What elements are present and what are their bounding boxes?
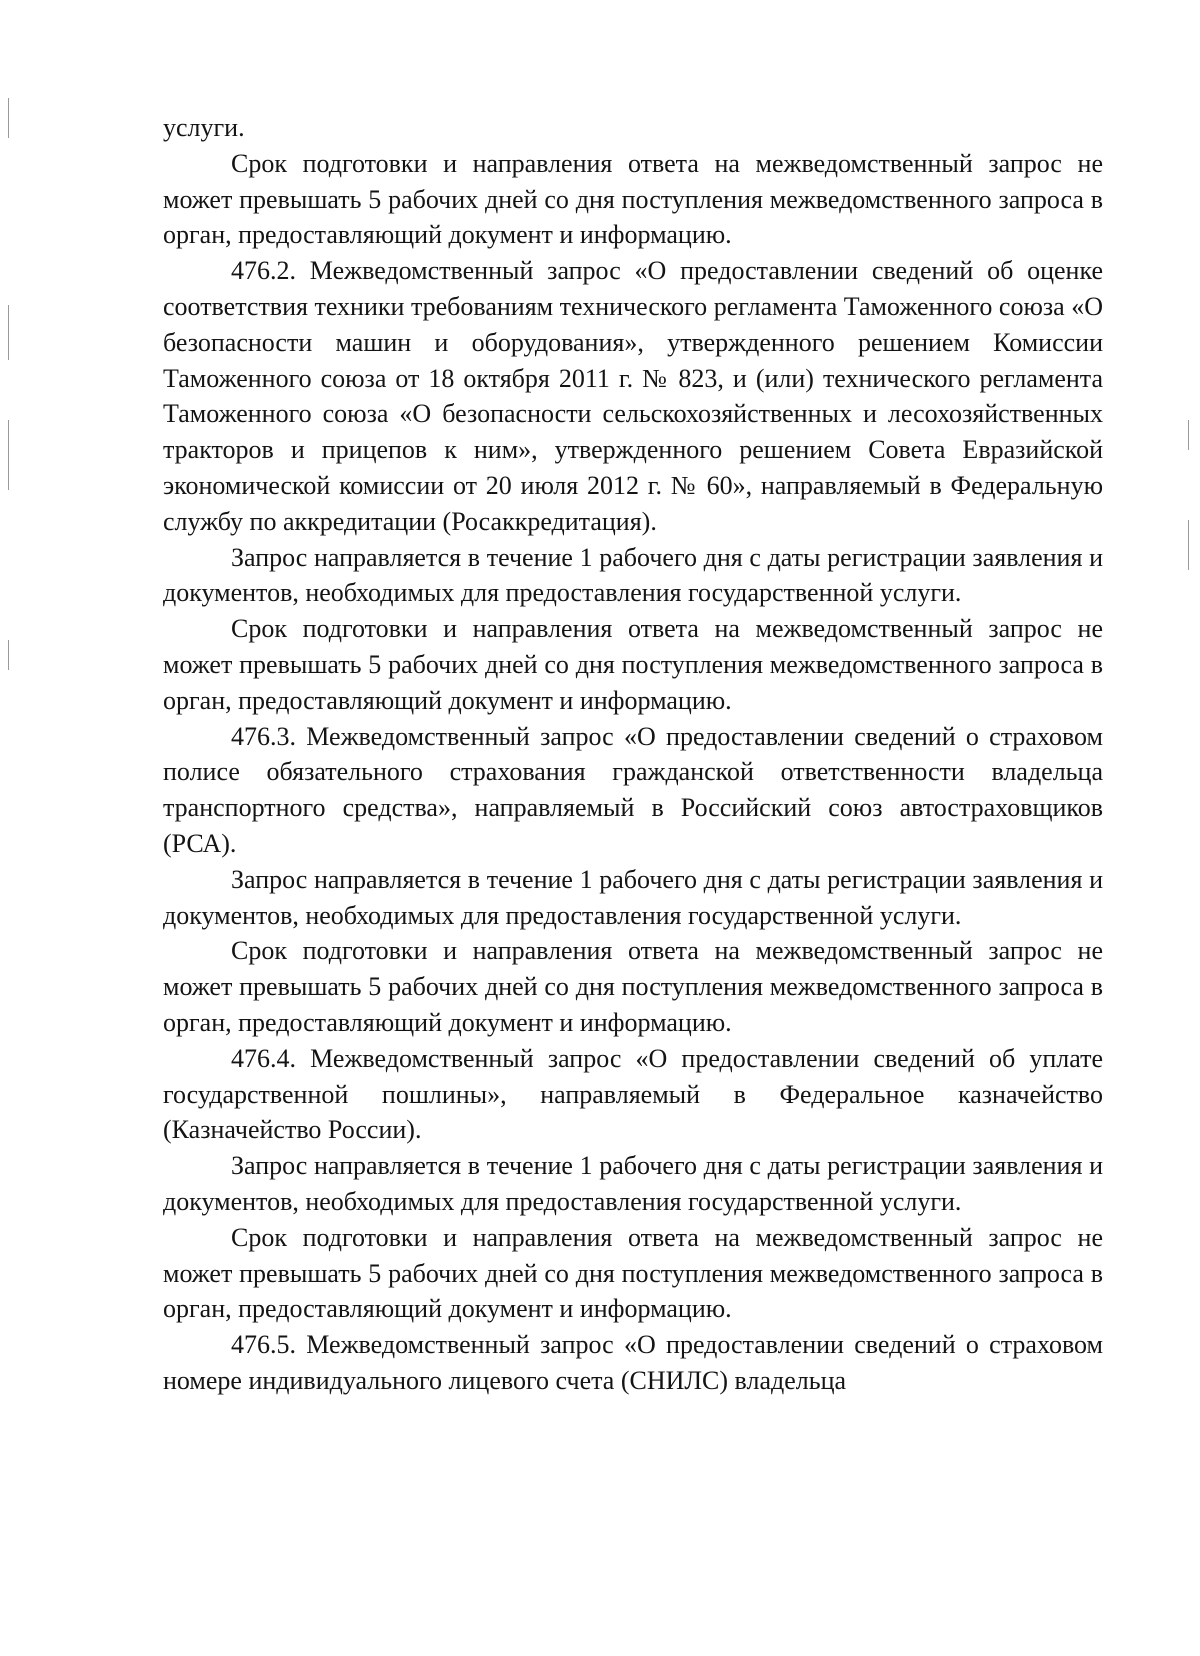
paragraph-request-timing: Запрос направляется в течение 1 рабочего дня с даты регистрации заявления и документов, необходимых для предоставления государственной услуги. — [163, 1151, 1103, 1216]
scan-edge-mark — [1188, 420, 1189, 450]
scan-edge-mark — [8, 420, 9, 490]
scan-edge-mark — [8, 305, 9, 360]
paragraph-response-deadline: Срок подготовки и направления ответа на межведомственный запрос не может превышать 5 рабочих дней со дня поступления межведомственного запроса в орган, предоставляющий документ и информацию. — [163, 148, 1103, 250]
paragraph-request-timing: Запрос направляется в течение 1 рабочего дня с даты регистрации заявления и документов, необходимых для предоставления государственной услуги. — [163, 864, 1103, 930]
paragraph-476-4: 476.4. Межведомственный запрос «О предоставлении сведений об уплате государственной пошлины», направляемый в Федеральное казначейство (Казначейство России). — [163, 1043, 1103, 1145]
paragraph-response-deadline: Срок подготовки и направления ответа на межведомственный запрос не может превышать 5 рабочих дней со дня поступления межведомственного запроса в орган, предоставляющий документ и информацию. — [163, 936, 1103, 1037]
scan-edge-mark — [1188, 520, 1189, 570]
paragraph-continuation: услуги. — [163, 113, 245, 142]
paragraph-476-5: 476.5. Межведомственный запрос «О предоставлении сведений о страховом номере индивидуального лицевого счета (СНИЛС) владельца — [163, 1330, 1103, 1395]
scan-edge-mark — [8, 640, 9, 670]
paragraph-response-deadline: Срок подготовки и направления ответа на межведомственный запрос не может превышать 5 рабочих дней со дня поступления межведомственного запроса в орган, предоставляющий документ и информацию. — [163, 1222, 1103, 1324]
paragraph-476-2: 476.2. Межведомственный запрос «О предоставлении сведений об оценке соответствия техники требованиям технического регламента Таможенного союза «О безопасности машин и оборудования», утвержденного решением Комиссии Таможенного союза от 18 октября 2011 г. № 823, и (или) технического регламента Таможенного союза «О безопасности сельскохозяйственных и лесохозяйственных тракторов и прицепов к ним», утвержденного решением Совета Евразийской экономической комиссии от 20 июля 2012 г. № 60», направляемый в Федеральную службу по аккредитации (Росаккредитация). — [163, 256, 1103, 536]
document-body — [163, 110, 1103, 1399]
paragraph-response-deadline: Срок подготовки и направления ответа на межведомственный запрос не может превышать 5 рабочих дней со дня поступления межведомственного запроса в орган, предоставляющий документ и информацию. — [163, 614, 1103, 715]
paragraph-request-timing: Запрос направляется в течение 1 рабочего дня с даты регистрации заявления и документов, необходимых для предоставления государственной услуги. — [163, 542, 1103, 608]
scan-edge-mark — [8, 98, 9, 138]
paragraph-476-3: 476.3. Межведомственный запрос «О предоставлении сведений о страховом полисе обязательного страхования гражданской ответственности владельца транспортного средства», направляемый в Российский союз автостраховщиков (РСА). — [163, 721, 1103, 858]
